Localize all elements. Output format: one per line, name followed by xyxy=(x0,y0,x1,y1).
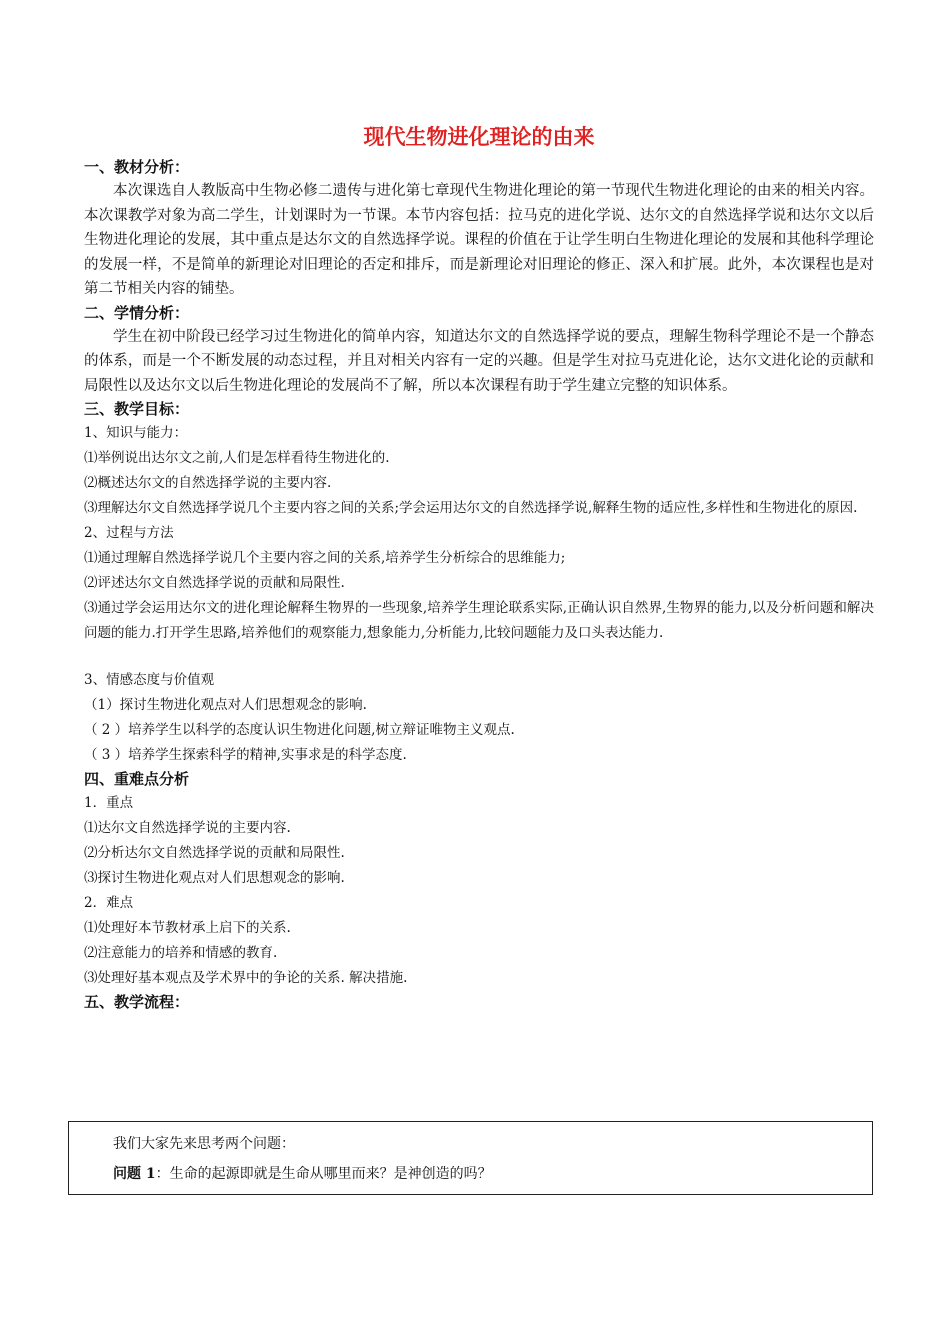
goal-item: ⑵概述达尔文的自然选择学说的主要内容. xyxy=(84,475,332,491)
section-heading-4: 四、重难点分析 xyxy=(84,770,190,788)
keypoint-item: ⑶处理好基本观点及学术界中的争论的关系. 解决措施. xyxy=(84,970,408,986)
goal-item: ⑴通过理解自然选择学说几个主要内容之间的关系,培养学生分析综合的思维能力; xyxy=(84,550,566,566)
keypoint-item: ⑵分析达尔文自然选择学说的贡献和局限性. xyxy=(84,845,345,861)
goal-item: （1）探讨生物进化观点对人们思想观念的影响. xyxy=(84,697,367,713)
keypoint-item: ⑶探讨生物进化观点对人们思想观念的影响. xyxy=(84,870,345,886)
goal-item: ⑵评述达尔文自然选择学说的贡献和局限性. xyxy=(84,575,345,591)
document-body xyxy=(84,118,874,1014)
keypoint-group-title: 2．难点 xyxy=(84,895,134,911)
box-question-1 xyxy=(113,1164,492,1184)
blank-line xyxy=(84,646,874,668)
keypoint-group-title: 1．重点 xyxy=(84,795,134,811)
goal-group-title: 3、情感态度与价值观 xyxy=(84,672,215,688)
keypoint-item: ⑵注意能力的培养和情感的教育. xyxy=(84,945,278,961)
question-text: ：生命的起源即就是生命从哪里而来？是神创造的吗？ xyxy=(155,1166,492,1182)
box-intro: 我们大家先来思考两个问题： xyxy=(113,1136,295,1152)
goal-group-title: 1、知识与能力： xyxy=(84,425,188,441)
goal-item: ⑶理解达尔文自然选择学说几个主要内容之间的关系;学会运用达尔文的自然选择学说,解释生物的适应性,多样性和生物进化的原因. xyxy=(84,500,858,516)
keypoint-item: ⑴达尔文自然选择学说的主要内容. xyxy=(84,820,291,836)
goal-group-title: 2、过程与方法 xyxy=(84,525,174,541)
section-heading-5: 五、教学流程： xyxy=(84,993,190,1011)
goal-item: ⑶通过学会运用达尔文的进化理论解释生物界的一些现象,培养学生理论联系实际,正确认识自然界,生物界的能力,以及分析问题和解决问题的能力.打开学生思路,培养他们的观察能力,想象能力,分析能力,比较问题能力及口头表达能力. xyxy=(84,600,874,641)
goal-item: （ 2 ）培养学生以科学的态度认识生物进化问题,树立辩证唯物主义观点. xyxy=(84,722,515,738)
section-heading-3: 三、教学目标： xyxy=(84,400,190,418)
goal-item: ⑴举例说出达尔文之前,人们是怎样看待生物进化的. xyxy=(84,450,390,466)
keypoint-item: ⑴处理好本节教材承上启下的关系. xyxy=(84,920,291,936)
page-title: 现代生物进化理论的由来 xyxy=(363,125,595,149)
section-paragraph-1: 本次课选自人教版高中生物必修二遗传与进化第七章现代生物进化理论的第一节现代生物进化理论的由来的相关内容。本次课教学对象为高二学生，计划课时为一节课。本节内容包括：拉马克的进化学说、达尔文的自然选择学说和达尔文以后生物进化理论的发展，其中重点是达尔文的自然选择学说。课程的价值在于让学生明白生物进化理论的发展和其他科学理论的发展一样，不是简单的新理论对旧理论的否定和排斥，而是新理论对旧理论的修正、深入和扩展。此外，本次课程也是对第二节相关内容的铺垫。 xyxy=(84,183,874,297)
section-heading-1: 一、教材分析： xyxy=(84,158,190,176)
section-heading-2: 二、学情分析： xyxy=(84,303,190,322)
teaching-flow-box xyxy=(68,1121,873,1195)
question-label: 问题 1 xyxy=(113,1166,156,1182)
goal-item: （ 3 ）培养学生探索科学的精神,实事求是的科学态度. xyxy=(84,747,407,763)
section-paragraph-2: 学生在初中阶段已经学习过生物进化的简单内容，知道达尔文的自然选择学说的要点，理解生物科学理论不是一个静态的体系，而是一个不断发展的动态过程，并且对相关内容有一定的兴趣。但是学生对拉马克进化论，达尔文进化论的贡献和局限性以及达尔文以后生物进化理论的发展尚不了解，所以本次课程有助于学生建立完整的知识体系。 xyxy=(84,328,874,394)
